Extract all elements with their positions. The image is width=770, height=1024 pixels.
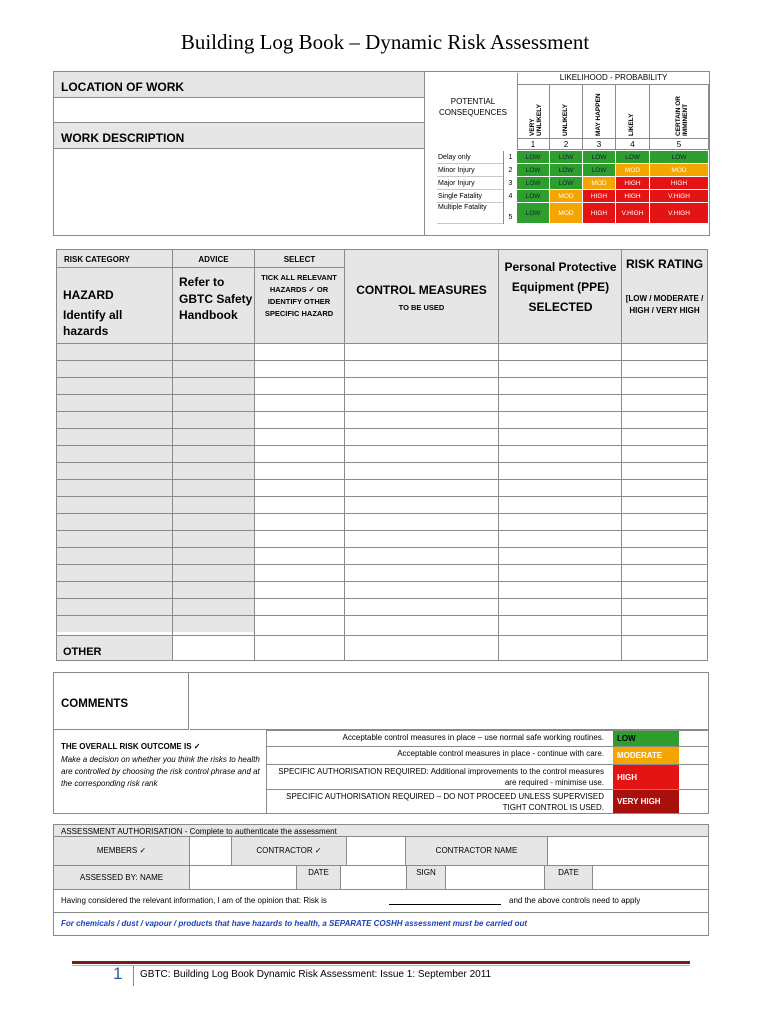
risk-level-cell: LOW: [616, 151, 650, 164]
hazard-cell[interactable]: [57, 378, 172, 394]
hazard-cell[interactable]: [57, 412, 172, 428]
risk-level-cell: LOW: [517, 190, 550, 203]
col-number: 1: [517, 139, 550, 150]
auth-divider: [54, 889, 708, 890]
col-number: 4: [616, 139, 650, 150]
hazard-cell[interactable]: [57, 395, 172, 411]
risk-level-cell: LOW: [550, 151, 583, 164]
header-advice: ADVICE: [198, 255, 229, 264]
col-number: 3: [583, 139, 616, 150]
sign-input[interactable]: [446, 866, 545, 889]
advice-cell[interactable]: [173, 531, 254, 547]
hazard-cell[interactable]: [57, 531, 172, 547]
risk-level-cell: MOD: [550, 203, 583, 224]
risk-level-cell: LOW: [517, 203, 550, 224]
matrix-row-number: 5: [503, 203, 517, 224]
risk-level-cell: HIGH: [616, 190, 650, 203]
advice-cell[interactable]: [173, 497, 254, 513]
contractor-name-label: CONTRACTOR NAME: [406, 837, 548, 865]
outcome-level-badge[interactable]: MODERATE: [613, 747, 679, 764]
opinion-risk-input[interactable]: [389, 904, 501, 905]
footer-separator: [133, 966, 134, 986]
outcome-option-text: SPECIFIC AUTHORISATION REQUIRED: Additional improvements to the control measures are required - minimise use.: [278, 767, 604, 787]
date2-input[interactable]: [593, 866, 708, 889]
matrix-row-label: Minor Injury: [437, 164, 503, 177]
likelihood-col-label: MAY HAPPEN: [594, 93, 602, 136]
page-title: Building Log Book – Dynamic Risk Assessment: [180, 30, 590, 54]
location-label: LOCATION OF WORK: [61, 80, 185, 94]
col-number: 5: [650, 139, 709, 150]
work-desc-label-cell: [54, 123, 424, 149]
header-to-be-used: TO BE USED: [398, 303, 445, 312]
hazard-cell[interactable]: [57, 463, 172, 479]
advice-cell[interactable]: [173, 463, 254, 479]
hazard-cell[interactable]: [57, 497, 172, 513]
risk-level-cell: LOW: [517, 177, 550, 190]
likelihood-col-label: LIKELY: [628, 113, 635, 136]
matrix-row-label: Major Injury: [437, 177, 503, 190]
sign-label: SIGN: [407, 866, 446, 889]
advice-cell[interactable]: [173, 378, 254, 394]
hazard-cell[interactable]: [57, 514, 172, 530]
outcome-option-text: Acceptable control measures in place – use normal safe working routines.: [342, 733, 604, 742]
advice-cell[interactable]: [173, 412, 254, 428]
date2-label: DATE: [545, 866, 593, 889]
risk-level-cell: LOW: [650, 151, 709, 164]
likelihood-col-label: CERTAIN OR IMMINENT: [674, 96, 689, 136]
hazard-cell[interactable]: [57, 565, 172, 581]
advice-cell[interactable]: [173, 480, 254, 496]
risk-level-cell: LOW: [550, 177, 583, 190]
other-label-cell: [57, 636, 172, 660]
consequences-label: POTENTIAL CONSEQUENCES: [438, 97, 507, 117]
hazard-cell[interactable]: [57, 361, 172, 377]
matrix-row-label: Single Fatality: [437, 190, 503, 203]
footer-page-number: 1: [113, 964, 123, 983]
footer-rule-thin: [72, 965, 690, 966]
advice-cell[interactable]: [173, 344, 254, 360]
header-risk-levels: [LOW / MODERATE / HIGH / VERY HIGH: [625, 294, 704, 315]
date-label: DATE: [297, 866, 341, 889]
contractor-check[interactable]: [347, 837, 406, 865]
risk-level-cell: MOD: [550, 190, 583, 203]
auth-header: ASSESSMENT AUTHORISATION - Complete to authenticate the assessment: [54, 825, 708, 837]
matrix-row-label: Delay only: [437, 151, 503, 164]
contractor-label: CONTRACTOR ✓: [232, 837, 347, 865]
hazard-cell[interactable]: [57, 582, 172, 598]
advice-cell[interactable]: [173, 616, 254, 632]
advice-cell[interactable]: [173, 446, 254, 462]
risk-level-cell: LOW: [583, 151, 616, 164]
advice-cell[interactable]: [173, 565, 254, 581]
risk-level-cell: LOW: [550, 164, 583, 177]
header-identify: Identify all hazards: [63, 308, 123, 338]
risk-level-cell: LOW: [517, 151, 550, 164]
hazard-cell[interactable]: [57, 616, 172, 632]
risk-level-cell: MOD: [650, 164, 709, 177]
risk-level-cell: V.HIGH: [650, 190, 709, 203]
auth-divider: [54, 912, 708, 913]
advice-cell[interactable]: [173, 514, 254, 530]
header-risk-category: RISK CATEGORY: [64, 255, 130, 264]
risk-level-cell: LOW: [583, 164, 616, 177]
outcome-level-badge[interactable]: LOW: [613, 731, 679, 746]
assessed-by-label: ASSESSED BY: NAME: [54, 866, 190, 889]
footer-text: GBTC: Building Log Book Dynamic Risk Assessment: Issue 1: September 2011: [140, 969, 492, 980]
members-label: MEMBERS ✓: [54, 837, 190, 865]
outcome-title: THE OVERALL RISK OUTCOME IS ✓: [61, 742, 201, 751]
matrix-row-label: Multiple Fatality: [437, 203, 503, 224]
matrix-row-number: 4: [503, 190, 517, 203]
likelihood-header: LIKELIHOOD - PROBABILITY: [517, 73, 709, 85]
work-desc-label: WORK DESCRIPTION: [61, 131, 185, 145]
hazard-cell[interactable]: [57, 344, 172, 360]
location-input[interactable]: [54, 98, 424, 123]
work-desc-input[interactable]: [54, 149, 424, 235]
header-tick: TICK ALL RELEVANT HAZARDS ✓ OR IDENTIFY OTHER SPECIFIC HAZARD: [261, 273, 337, 318]
location-label-cell: [54, 72, 424, 98]
advice-cell[interactable]: [173, 599, 254, 615]
header-ppe: Personal Protective Equipment (PPE) SELECTED: [504, 260, 617, 314]
header-refer: Refer to GBTC Safety Handbook: [179, 275, 253, 322]
header-divider: [57, 267, 344, 268]
risk-level-cell: HIGH: [650, 177, 709, 190]
comments-label: COMMENTS: [61, 698, 129, 710]
hazard-cell[interactable]: [57, 429, 172, 445]
outcome-option-text: Acceptable control measures in place - continue with care.: [397, 749, 604, 758]
risk-level-cell: MOD: [583, 177, 616, 190]
matrix-row-number: 1: [503, 151, 517, 164]
outcome-divider: [266, 730, 267, 813]
risk-level-cell: HIGH: [583, 190, 616, 203]
advice-cell[interactable]: [173, 582, 254, 598]
advice-cell[interactable]: [173, 395, 254, 411]
matrix-row-number: 2: [503, 164, 517, 177]
hazard-cell[interactable]: [57, 480, 172, 496]
date-input[interactable]: [341, 866, 407, 889]
comments-input[interactable]: [190, 673, 708, 730]
hazard-cell[interactable]: [57, 599, 172, 615]
header-select: SELECT: [283, 255, 316, 264]
hazard-cell[interactable]: [57, 446, 172, 462]
comments-label-cell: [54, 673, 189, 730]
hazard-cell[interactable]: [57, 548, 172, 564]
risk-level-cell: V.HIGH: [616, 203, 650, 224]
advice-cell[interactable]: [173, 361, 254, 377]
outcome-option-text: SPECIFIC AUTHORISATION REQUIRED – DO NOT PROCEED UNLESS SUPERVISED TIGHT CONTROL IS USED.: [286, 792, 604, 812]
advice-cell[interactable]: [173, 429, 254, 445]
contractor-name-input[interactable]: [548, 837, 708, 865]
coshh-note: For chemicals / dust / vapour / products that have hazards to health, a SEPARATE COSHH assessment must be carried out: [61, 919, 528, 928]
outcome-level-badge[interactable]: HIGH: [613, 765, 679, 789]
outcome-level-badge[interactable]: VERY HIGH: [613, 790, 679, 813]
header-risk-rating: RISK RATING: [625, 257, 704, 271]
assessed-by-input[interactable]: [190, 866, 297, 889]
opinion-prefix: Having considered the relevant information, I am of the opinion that: Risk is: [61, 896, 327, 905]
risk-level-cell: HIGH: [583, 203, 616, 224]
footer-rule: [72, 961, 690, 964]
other-label: OTHER: [63, 646, 102, 658]
header-control-measures: CONTROL MEASURES: [356, 283, 487, 297]
opinion-suffix: and the above controls need to apply: [509, 896, 641, 905]
risk-level-cell: V.HIGH: [650, 203, 709, 224]
header-hazard: HAZARD: [63, 288, 114, 302]
risk-level-cell: MOD: [616, 164, 650, 177]
likelihood-col-label: UNLIKELY: [561, 104, 569, 136]
matrix-left-divider: [424, 72, 425, 235]
matrix-row-number: 3: [503, 177, 517, 190]
outcome-instructions: Make a decision on whether you think the risks to health are controlled by choosing the risk control phrase and at the corresponding risk rank: [61, 755, 260, 788]
risk-level-cell: HIGH: [616, 177, 650, 190]
advice-cell[interactable]: [173, 548, 254, 564]
risk-level-cell: LOW: [517, 164, 550, 177]
col-number: 2: [550, 139, 583, 150]
members-check[interactable]: [190, 837, 232, 865]
likelihood-col-label: VERY UNLIKELY: [528, 104, 543, 136]
